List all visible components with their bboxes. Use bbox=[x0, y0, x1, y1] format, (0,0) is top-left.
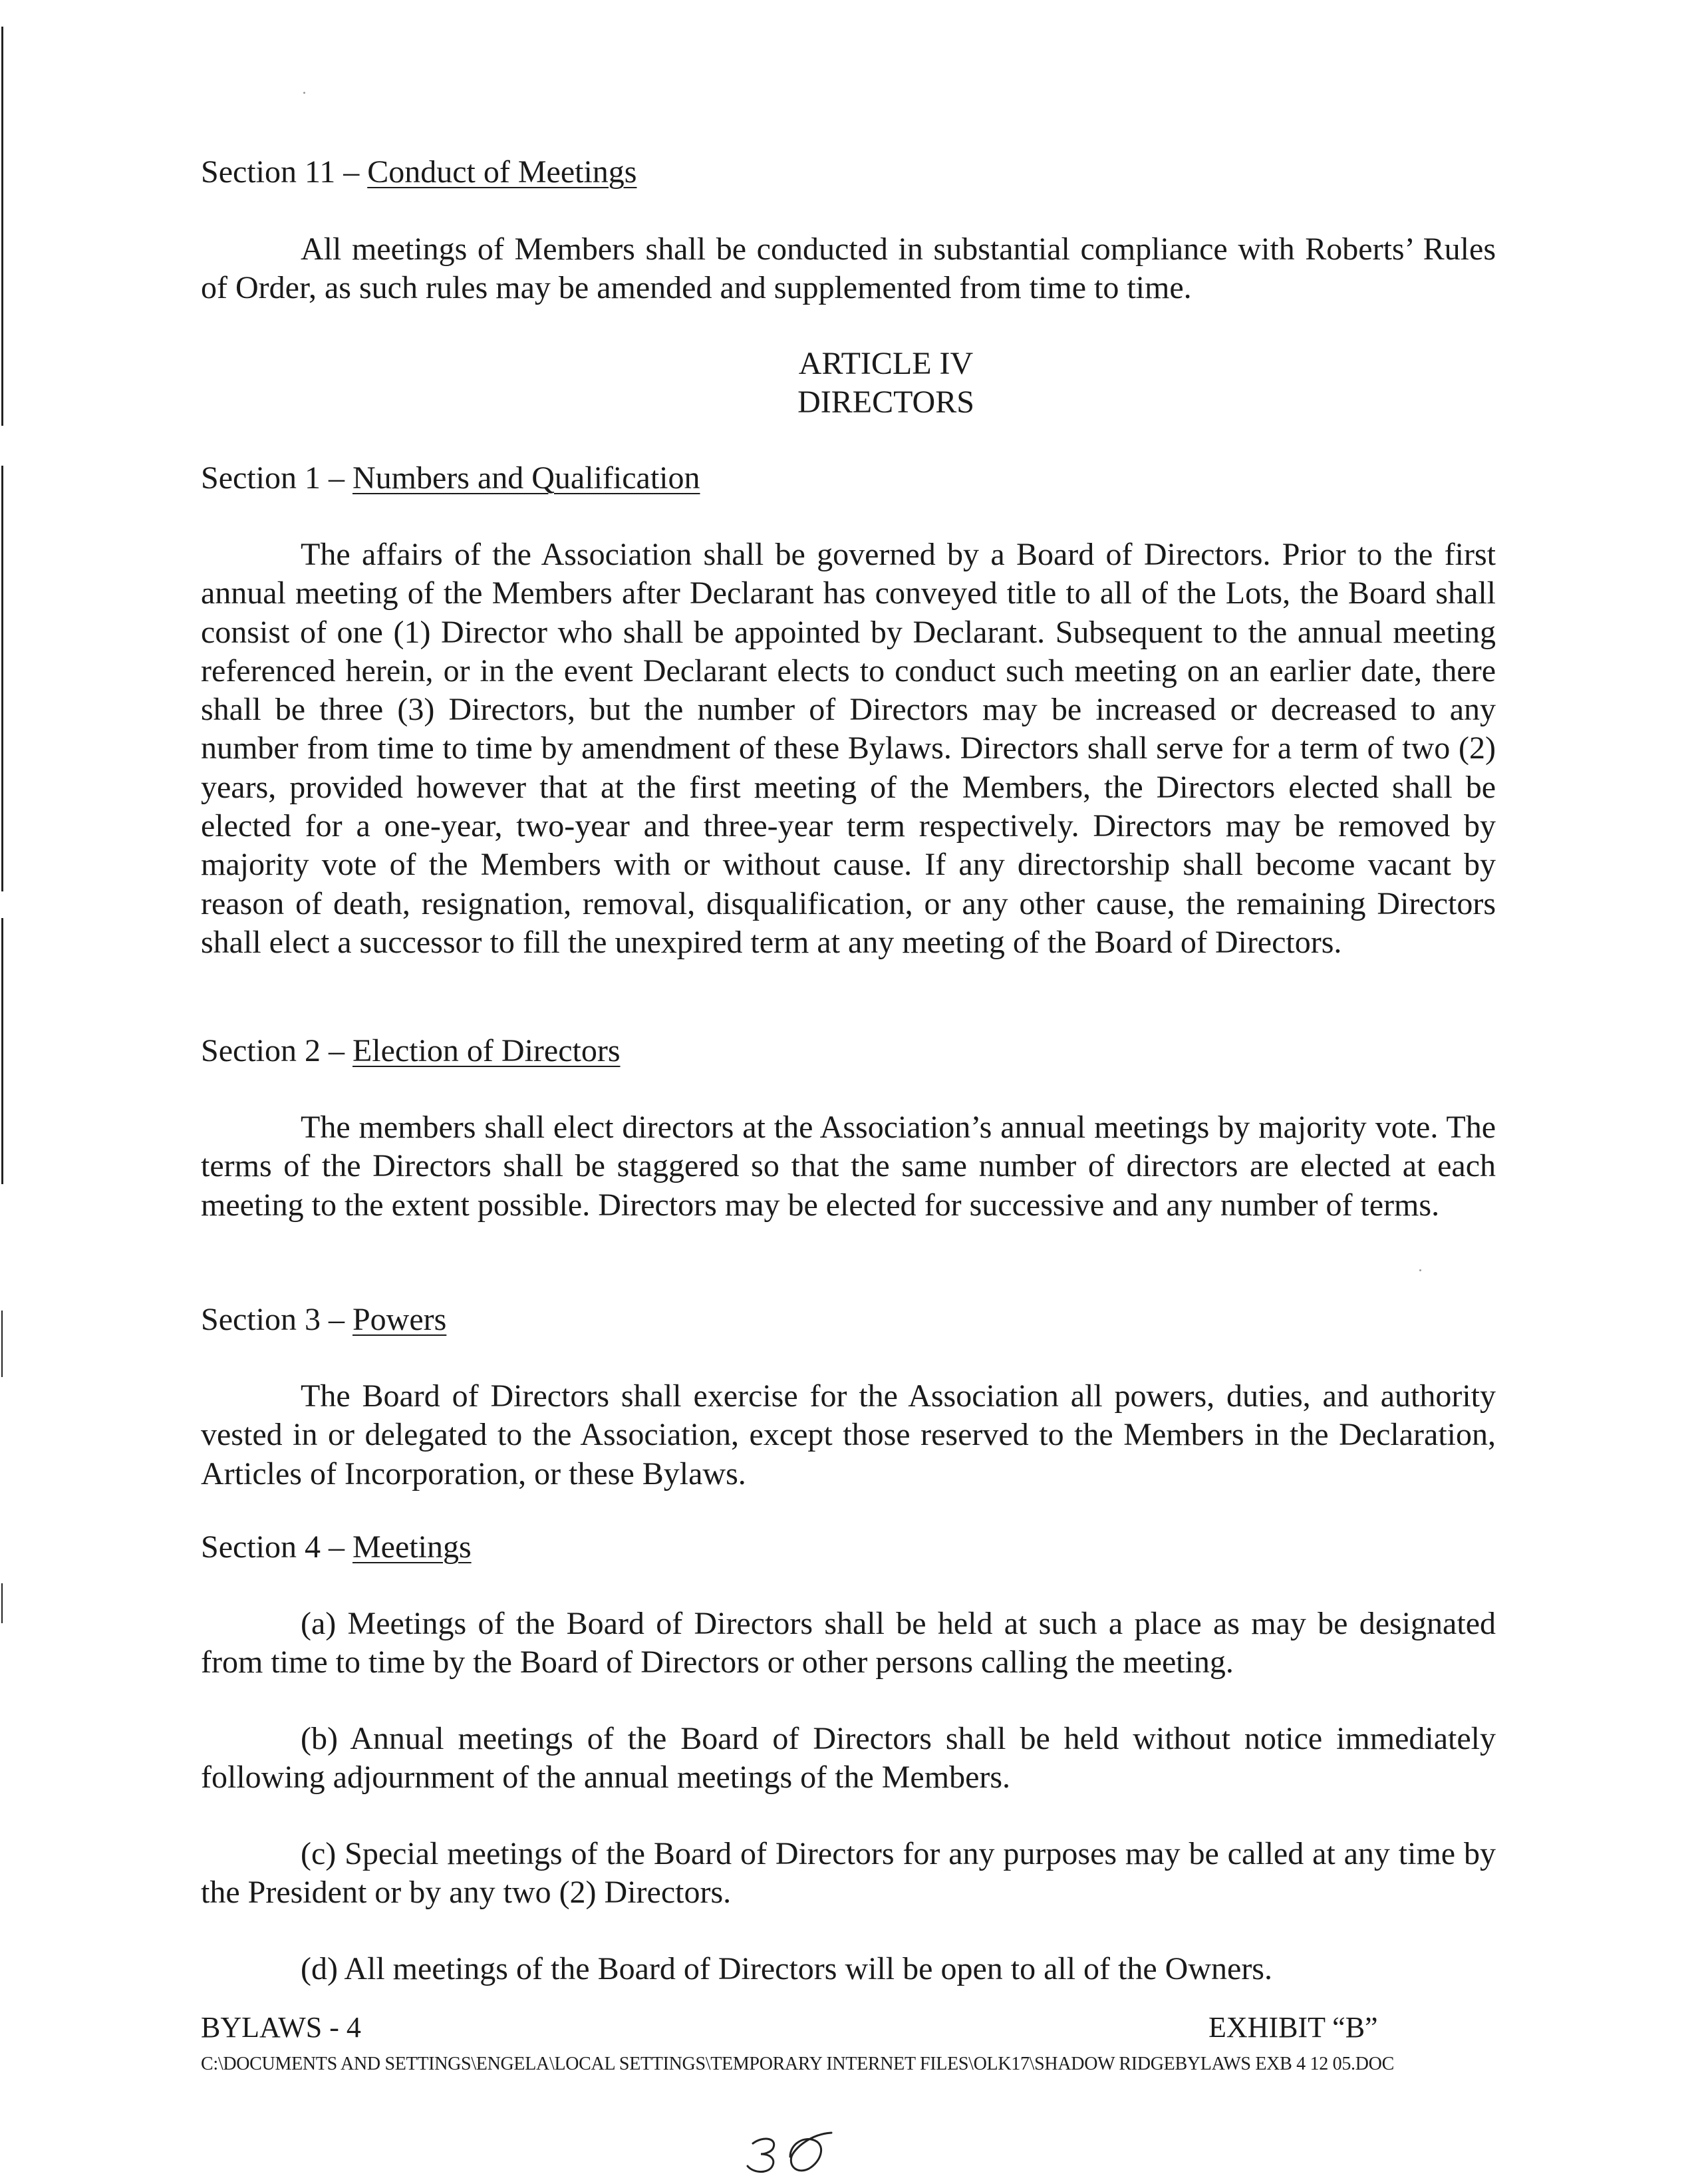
footer-file-path: C:\DOCUMENTS AND SETTINGS\ENGELA\LOCAL SETTINGS\TEMPORARY INTERNET FILES\OLK17\SHADOW RIDGEBYLAWS EXB 4 12 05.DOC bbox=[201, 2054, 1394, 2074]
article-heading bbox=[0, 345, 1692, 422]
scan-edge-line bbox=[1, 1583, 3, 1623]
section-4-item-d: (d) All meetings of the Board of Directors will be open to all of the Owners. bbox=[301, 1951, 1272, 1986]
section-3-heading bbox=[201, 1301, 446, 1339]
section-2-label: Section 2 – bbox=[201, 1033, 352, 1068]
section-11-heading bbox=[201, 153, 636, 192]
section-11-body: All meetings of Members shall be conducted in substantial compliance with Roberts’ Rules of Order, as such rules may be amended and supplemented from time to time. bbox=[201, 232, 1496, 306]
section-1-title: Numbers and Qualification bbox=[352, 460, 700, 496]
scan-speck bbox=[303, 92, 305, 94]
section-3-label: Section 3 – bbox=[201, 1302, 352, 1337]
section-11-title: Conduct of Meetings bbox=[367, 154, 637, 190]
section-1-body: The affairs of the Association shall be governed by a Board of Directors. Prior to the first annual meeting of the Members after Declarant has conveyed title to all of the Lots, the Board shall consist of one (1) Director who shall be appointed by Declarant. Subsequent to the annual meeting referenced herein, or in the event Declarant elects to conduct such meeting on an earlier date, there shall be three (3) Directors, but the number of Directors may be increased or decreased to any number from time to time by amendment of these Bylaws. Directors shall serve for a term of two (2) years, provided however that at the first meeting of the Members, the Directors elected shall be elected for a one-year, two-year and three-year term respectively. Directors may be removed by majority vote of the Members with or without cause. If any directorship shall become vacant by reason of death, resignation, removal, disqualification, or any other cause, the remaining Directors shall elect a successor to fill the unexpired term at any meeting of the Board of Directors. bbox=[201, 537, 1496, 960]
section-4-item-c: (c) Special meetings of the Board of Directors for any purposes may be called at any time by the President or by any two (2) Directors. bbox=[201, 1836, 1496, 1911]
section-2-body: The members shall elect directors at the Association’s annual meetings by majority vote. The terms of the Directors shall be staggered so that the same number of directors are elected at each meeting to the extent possible. Directors may be elected for successive and any number of terms. bbox=[201, 1110, 1496, 1223]
section-1-label: Section 1 – bbox=[201, 460, 352, 496]
section-4-title: Meetings bbox=[352, 1529, 472, 1565]
section-3-title: Powers bbox=[352, 1302, 447, 1337]
section-4-item-a: (a) Meetings of the Board of Directors shall be held at such a place as may be designated from time to time by the Board of Directors or other persons calling the meeting. bbox=[201, 1606, 1496, 1680]
article-title: DIRECTORS bbox=[797, 385, 974, 420]
section-4-heading bbox=[201, 1528, 472, 1567]
scan-speck bbox=[1419, 1269, 1421, 1271]
section-3-body: The Board of Directors shall exercise for the Association all powers, duties, and authority vested in or delegated to the Association, except those reserved to the Members in the Declaration, Articles of Incorporation, or these Bylaws. bbox=[201, 1378, 1496, 1491]
section-4-label: Section 4 – bbox=[201, 1529, 352, 1565]
footer-exhibit-label: EXHIBIT “B” bbox=[1208, 2011, 1378, 2044]
section-1-heading bbox=[201, 459, 700, 498]
scan-edge-line bbox=[1, 918, 3, 1184]
footer-page-label: BYLAWS - 4 bbox=[201, 2011, 361, 2044]
section-2-title: Election of Directors bbox=[352, 1033, 621, 1068]
handwritten-page-number bbox=[744, 2130, 837, 2177]
article-number: ARTICLE IV bbox=[798, 346, 974, 381]
scan-edge-line bbox=[1, 466, 3, 891]
section-11-label: Section 11 – bbox=[201, 154, 368, 190]
section-4-item-b: (b) Annual meetings of the Board of Directors shall be held without notice immediately following adjournment of the annual meetings of the Members. bbox=[201, 1721, 1496, 1795]
section-2-heading bbox=[201, 1032, 621, 1070]
scan-edge-line bbox=[1, 1311, 3, 1377]
